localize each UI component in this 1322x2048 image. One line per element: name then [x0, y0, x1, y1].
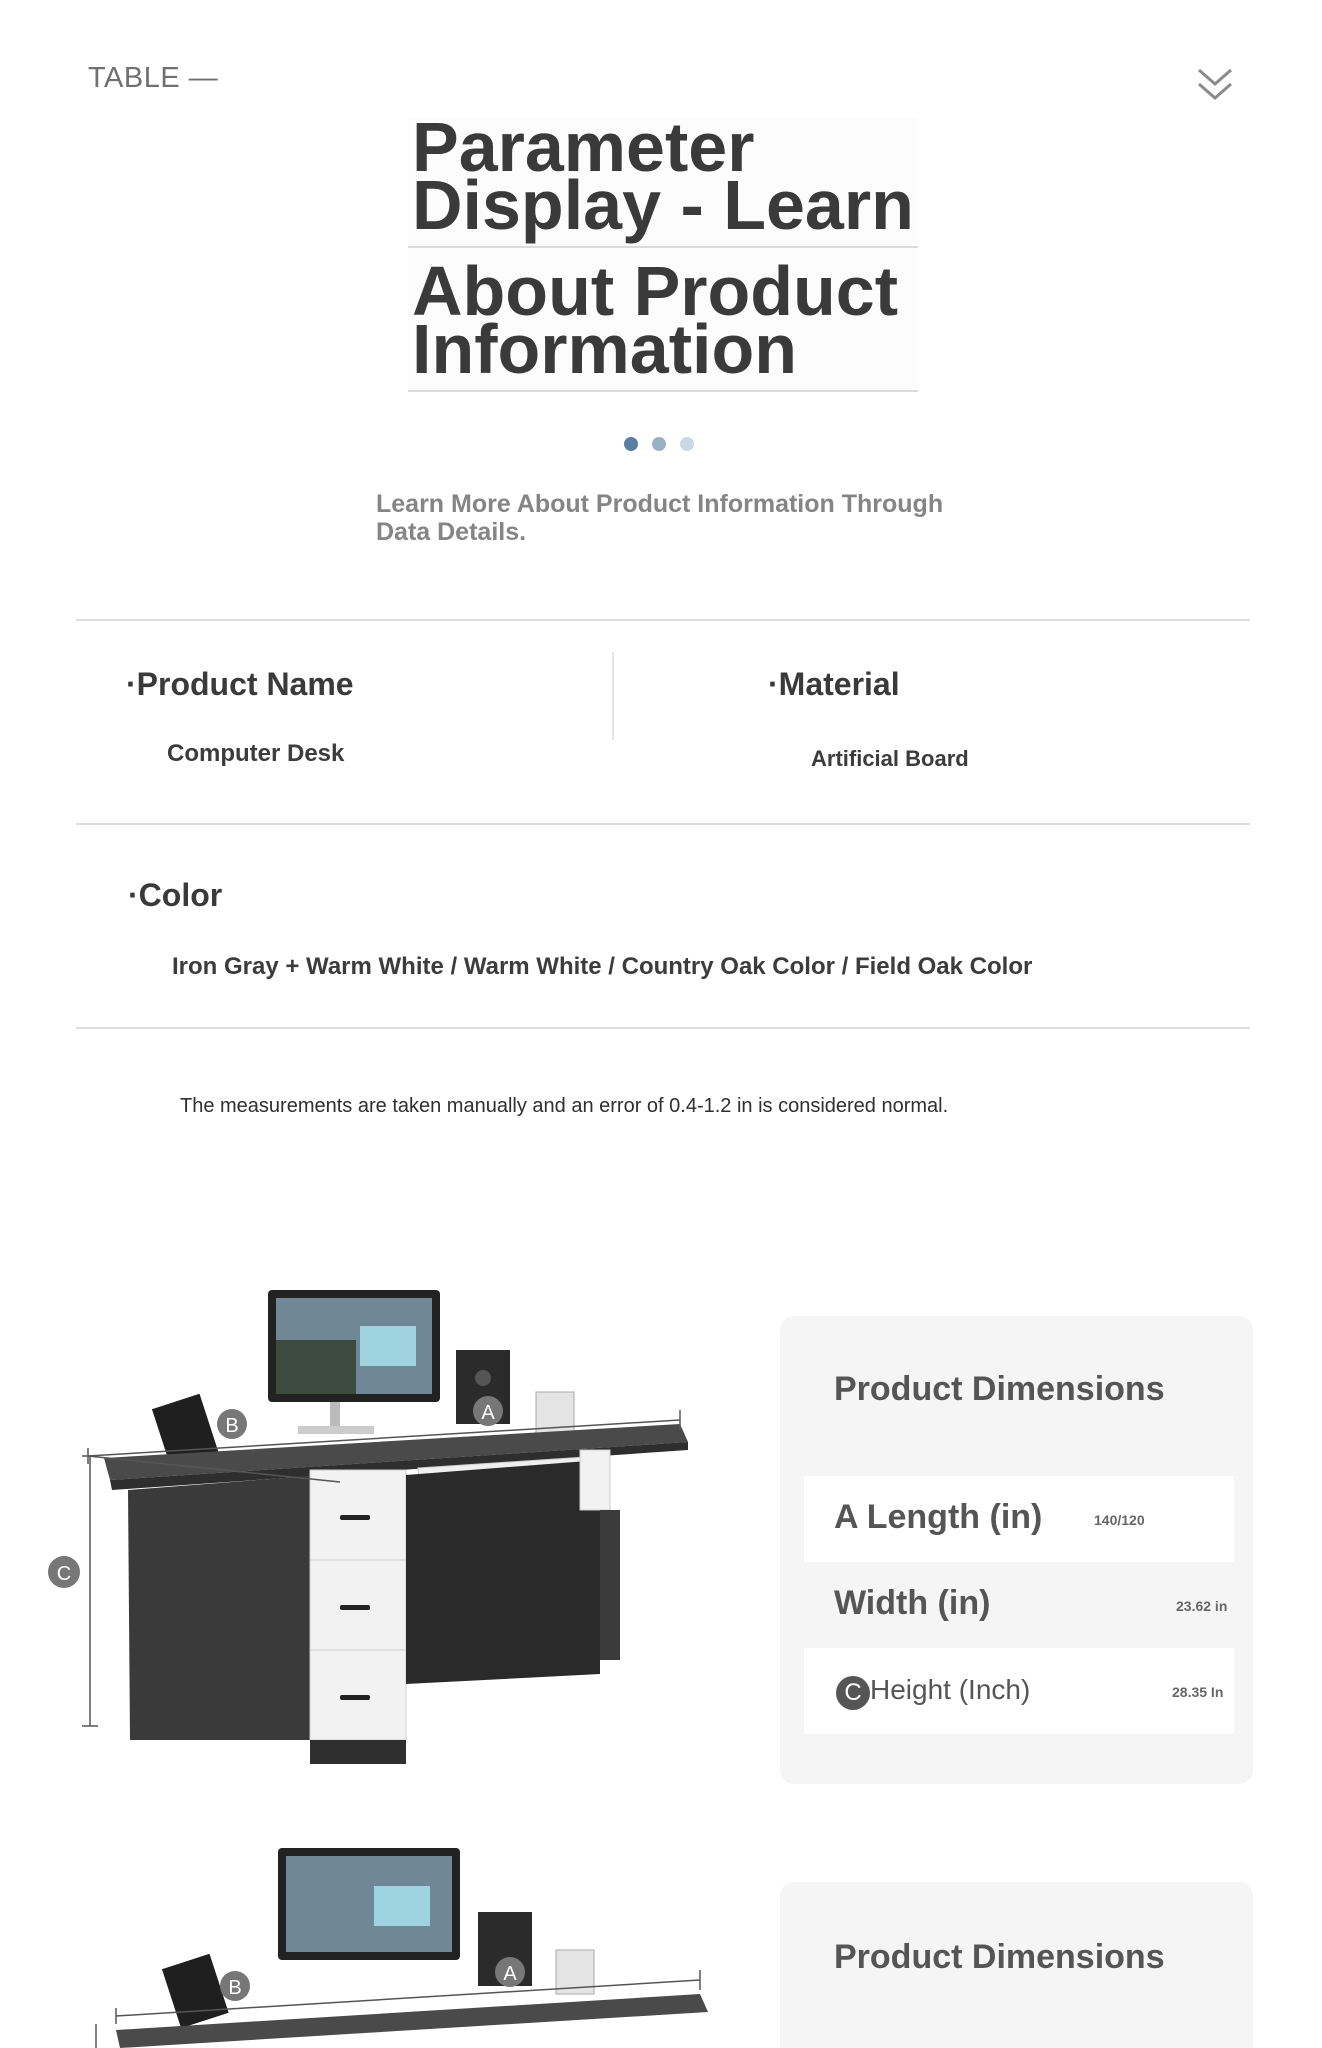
dimension-row-width: [804, 1562, 1234, 1648]
desk-illustration-2: [40, 1840, 740, 2048]
column-divider: [612, 652, 614, 740]
dimensions-title-2: Product Dimensions: [834, 1938, 1165, 1976]
dimensions-title: Product Dimensions: [834, 1370, 1165, 1408]
divider-3: [76, 1027, 1250, 1029]
title-line-4: Information: [412, 310, 797, 388]
marker-b-label: B: [225, 1415, 239, 1437]
page-title: [408, 108, 918, 392]
carousel-dot-1[interactable]: [624, 437, 638, 451]
marker-c-label: C: [56, 1563, 72, 1585]
divider-1: [76, 619, 1250, 621]
title-line-3: About Product: [412, 252, 899, 330]
height-value: 28.35 In: [1172, 1684, 1224, 1700]
dimension-row-height: [804, 1648, 1234, 1734]
width-value: 23.62 in: [1176, 1598, 1228, 1614]
carousel-dots: [624, 437, 694, 451]
material-label: ·Material: [768, 666, 900, 702]
subtitle: [376, 490, 956, 546]
title-divider: [408, 246, 918, 248]
marker-b-label-2: B: [228, 1977, 242, 1999]
section-tag: TABLE —: [88, 62, 219, 94]
color-value: Iron Gray + Warm White / Warm White / Country Oak Color / Field Oak Color: [172, 953, 1033, 980]
color-label: ·Color: [128, 877, 223, 913]
double-chevron-down-icon[interactable]: [1196, 62, 1234, 104]
title-line-1: Parameter: [412, 108, 755, 186]
length-label: A Length (in): [834, 1498, 1043, 1536]
marker-a-label: A: [481, 1402, 495, 1424]
length-value: 140/120: [1094, 1512, 1145, 1528]
title-divider-bottom: [408, 390, 918, 392]
subtitle-line-2: Data Details.: [376, 518, 527, 546]
height-label: Height (Inch): [870, 1674, 1031, 1705]
marker-c-badge: C: [836, 1676, 870, 1710]
dimension-row-length: [804, 1476, 1234, 1562]
dimensions-card-2: [780, 1882, 1253, 2048]
product-name-value: Computer Desk: [167, 740, 345, 767]
carousel-dot-2[interactable]: [652, 437, 666, 451]
divider-2: [76, 823, 1250, 825]
width-label: Width (in): [834, 1584, 991, 1622]
desk-illustration: [40, 1270, 740, 1790]
material-value: Artificial Board: [811, 746, 969, 771]
measurement-note: The measurements are taken manually and an error of 0.4-1.2 in is considered normal.: [180, 1095, 949, 1117]
carousel-dot-3[interactable]: [680, 437, 694, 451]
marker-a-label-2: A: [503, 1963, 517, 1985]
product-name-label: ·Product Name: [126, 666, 354, 702]
title-line-2: Display - Learn: [412, 166, 914, 244]
dimensions-card: [780, 1316, 1253, 1784]
subtitle-line-1: Learn More About Product Information Through: [376, 490, 944, 518]
